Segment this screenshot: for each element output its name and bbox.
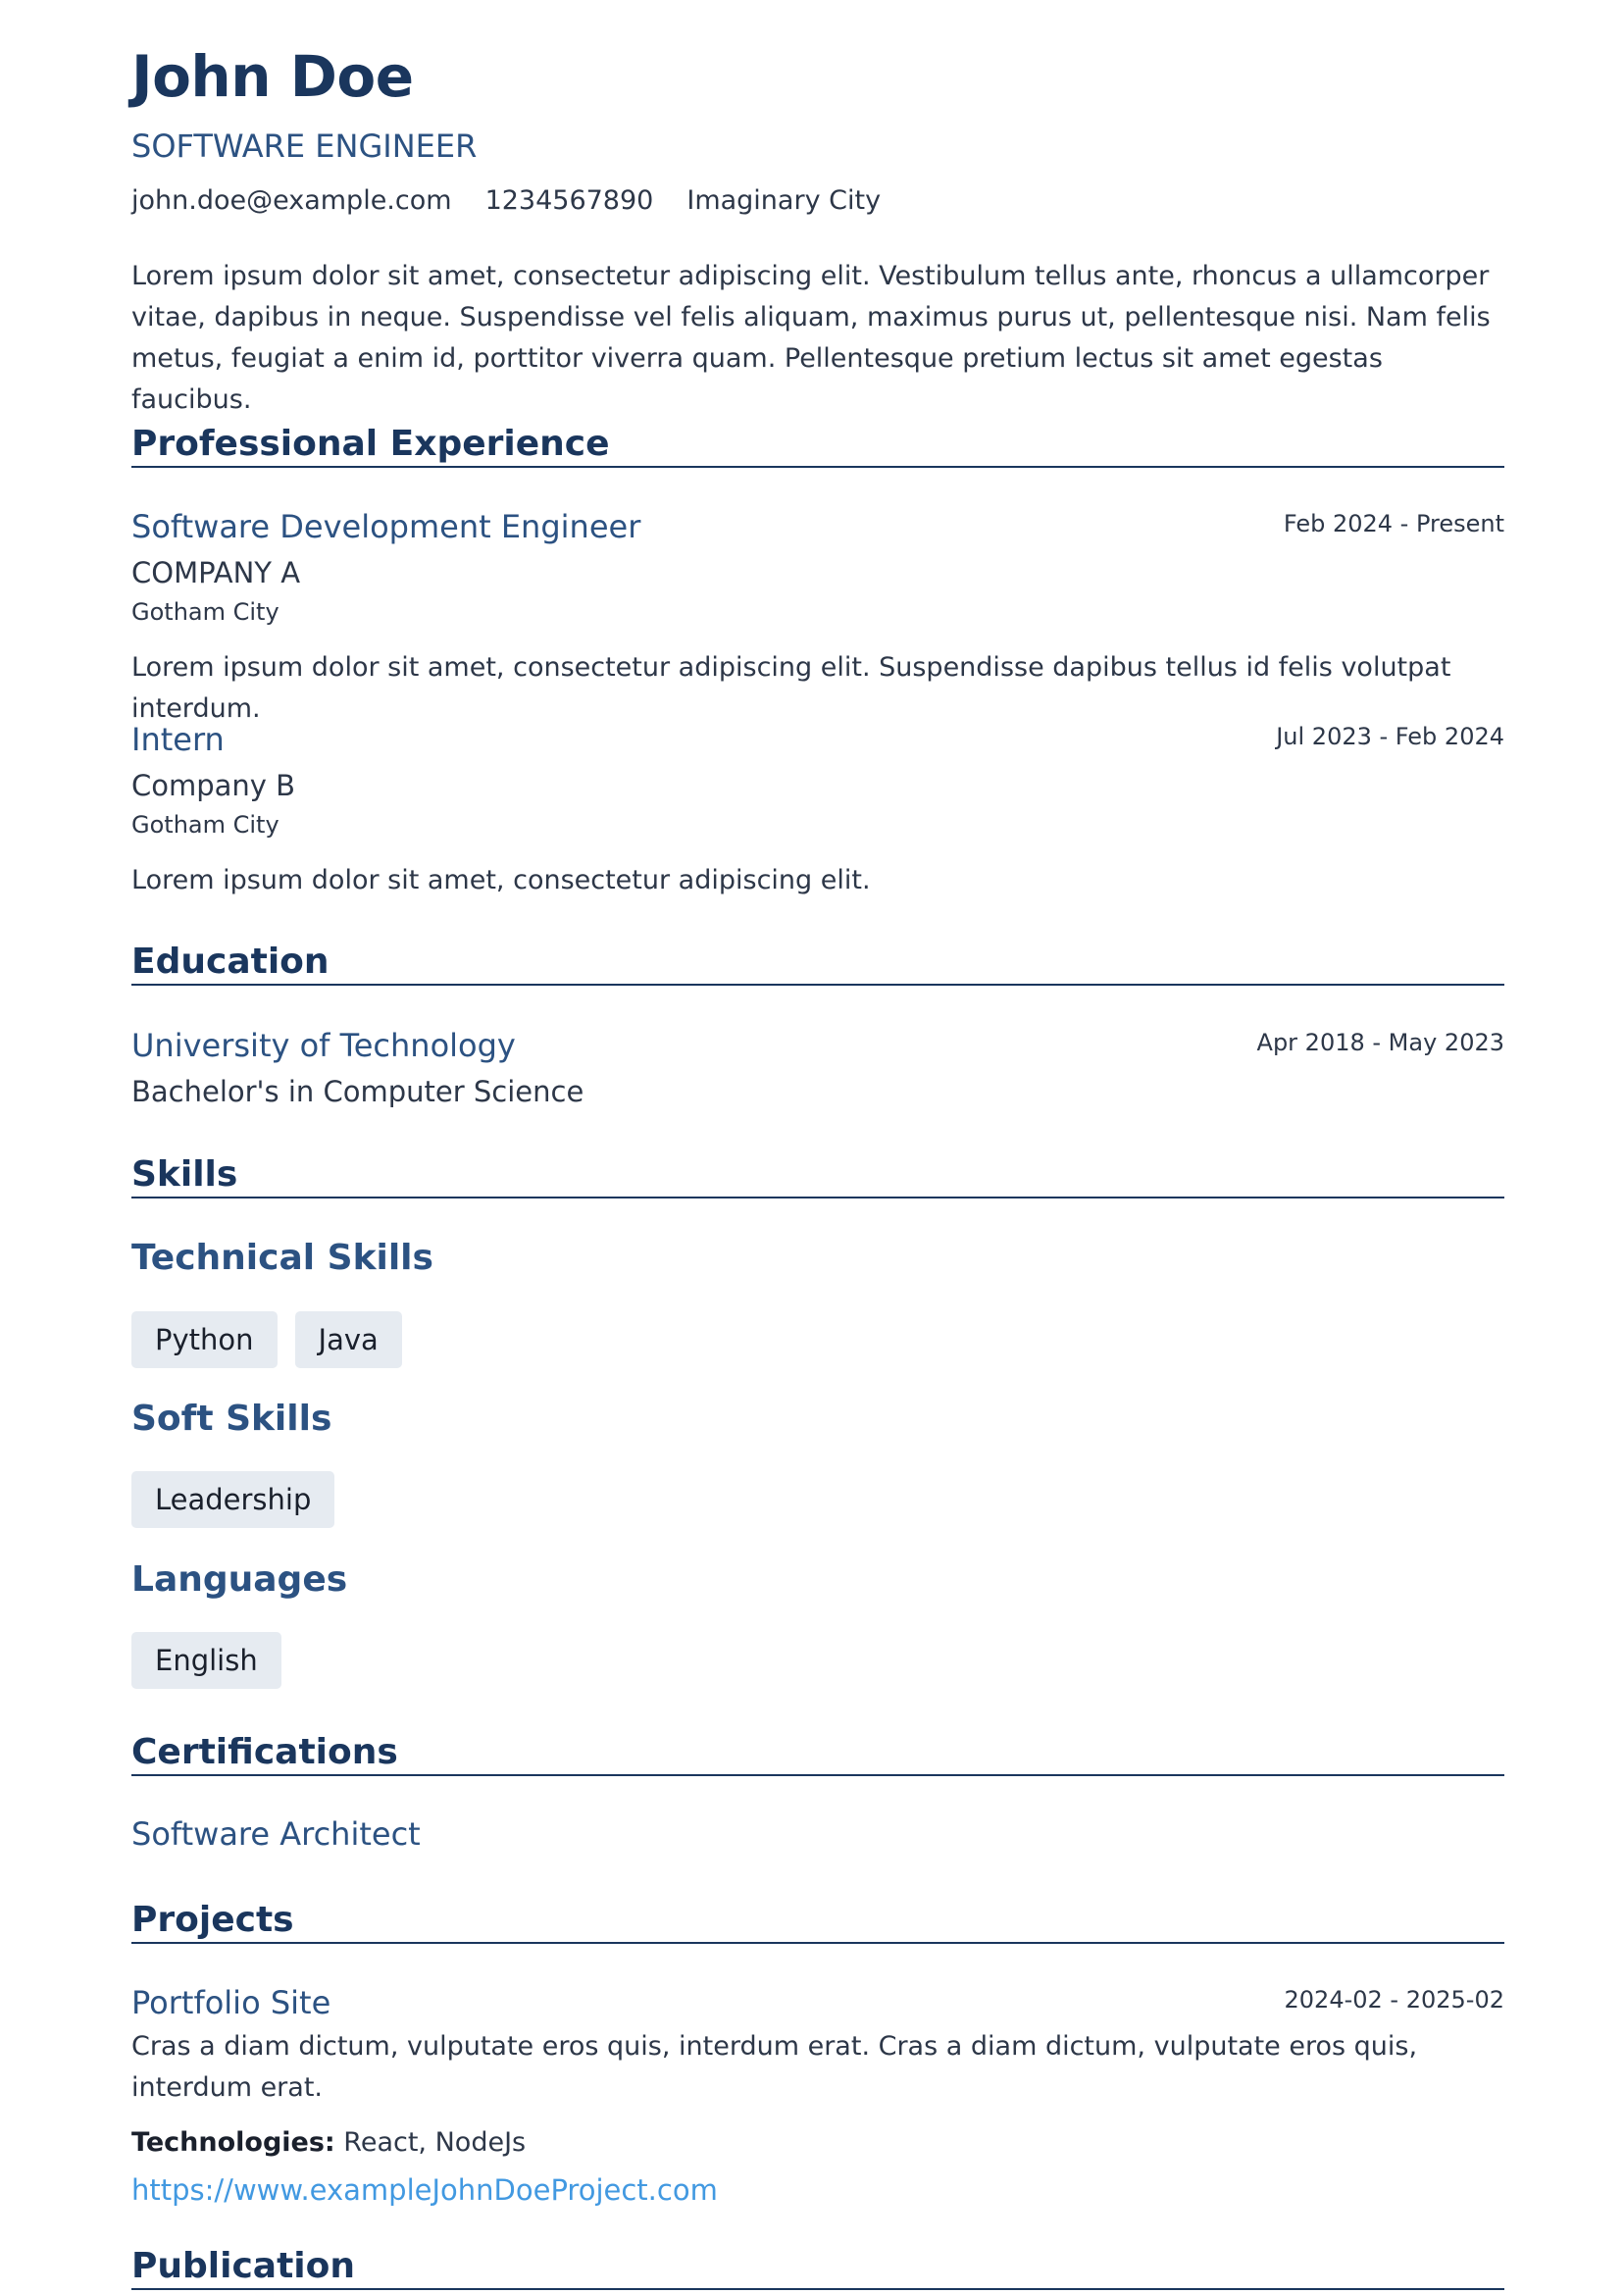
experience-role: Intern: [131, 721, 225, 758]
skill-chip-list: [131, 1311, 402, 1368]
experience-description: Lorem ipsum dolor sit amet, consectetur adipiscing elit. Suspendisse dapibus tellus id felis volutpat interdum.: [131, 652, 1451, 724]
skill-chip: English: [131, 1632, 281, 1689]
summary-text: Lorem ipsum dolor sit amet, consectetur adipiscing elit. Vestibulum tellus ante, rhoncus a ullamcorper vitae, dapibus in neque. Suspendisse vel felis aliquam, maximus purus ut, pellentesque nisi. Nam felis metus, feugiat a enim id, porttitor viverra quam. Pellentesque pretium lectus sit amet egestas faucibus.: [131, 261, 1491, 415]
skill-chip: Python: [131, 1311, 278, 1368]
section-skills-heading: [131, 1154, 1504, 1198]
experience-description: Lorem ipsum dolor sit amet, consectetur adipiscing elit.: [131, 865, 871, 895]
technologies-label: Technologies:: [131, 2127, 335, 2158]
section-certifications-heading: [131, 1732, 1504, 1776]
contact-info: [131, 185, 881, 216]
section-experience-heading: [131, 424, 1504, 468]
publication-heading: Publication: [131, 2246, 356, 2286]
technologies-value: React, NodeJs: [334, 2127, 527, 2158]
skill-chip: Java: [295, 1311, 402, 1368]
projects-heading: Projects: [131, 1900, 294, 1940]
project-name: Portfolio Site: [131, 1984, 331, 2021]
certifications-heading: Certifications: [131, 1732, 398, 1772]
skill-group-title: Languages: [131, 1559, 348, 1600]
skill-group-title: Technical Skills: [131, 1238, 433, 1278]
skill-chip-list: [131, 1471, 334, 1528]
project-technologies: [131, 2127, 526, 2158]
section-projects-heading: [131, 1900, 1504, 1944]
contact-phone[interactable]: 1234567890: [484, 185, 654, 216]
experience-dates: Jul 2023 - Feb 2024: [1276, 723, 1504, 750]
skill-chip: Leadership: [131, 1471, 334, 1528]
section-publication-heading: [131, 2246, 1504, 2290]
candidate-name: John Doe: [131, 43, 414, 110]
skill-group-title: Soft Skills: [131, 1399, 332, 1439]
section-education-heading: [131, 942, 1504, 986]
project-dates: 2024-02 - 2025-02: [1284, 1986, 1504, 2014]
education-degree: Bachelor's in Computer Science: [131, 1075, 584, 1108]
experience-role: Software Development Engineer: [131, 508, 641, 545]
experience-company: COMPANY A: [131, 556, 301, 589]
education-heading: Education: [131, 942, 330, 982]
experience-location: Gotham City: [131, 598, 279, 626]
experience-heading: Professional Experience: [131, 424, 610, 464]
candidate-title: SOFTWARE ENGINEER: [131, 127, 478, 165]
education-dates: Apr 2018 - May 2023: [1256, 1029, 1504, 1056]
certification-name: Software Architect: [131, 1815, 421, 1853]
project-link[interactable]: https://www.exampleJohnDoeProject.com: [131, 2173, 718, 2207]
experience-location: Gotham City: [131, 811, 279, 839]
contact-location: Imaginary City: [686, 185, 882, 216]
skills-heading: Skills: [131, 1154, 238, 1195]
contact-email[interactable]: john.doe@example.com: [131, 185, 452, 216]
experience-company: Company B: [131, 769, 296, 802]
project-description: Cras a diam dictum, vulputate eros quis, interdum erat. Cras a diam dictum, vulputate eros quis, interdum erat.: [131, 2031, 1418, 2103]
skill-chip-list: [131, 1632, 281, 1689]
education-school: University of Technology: [131, 1027, 516, 1064]
experience-dates: Feb 2024 - Present: [1283, 510, 1504, 537]
